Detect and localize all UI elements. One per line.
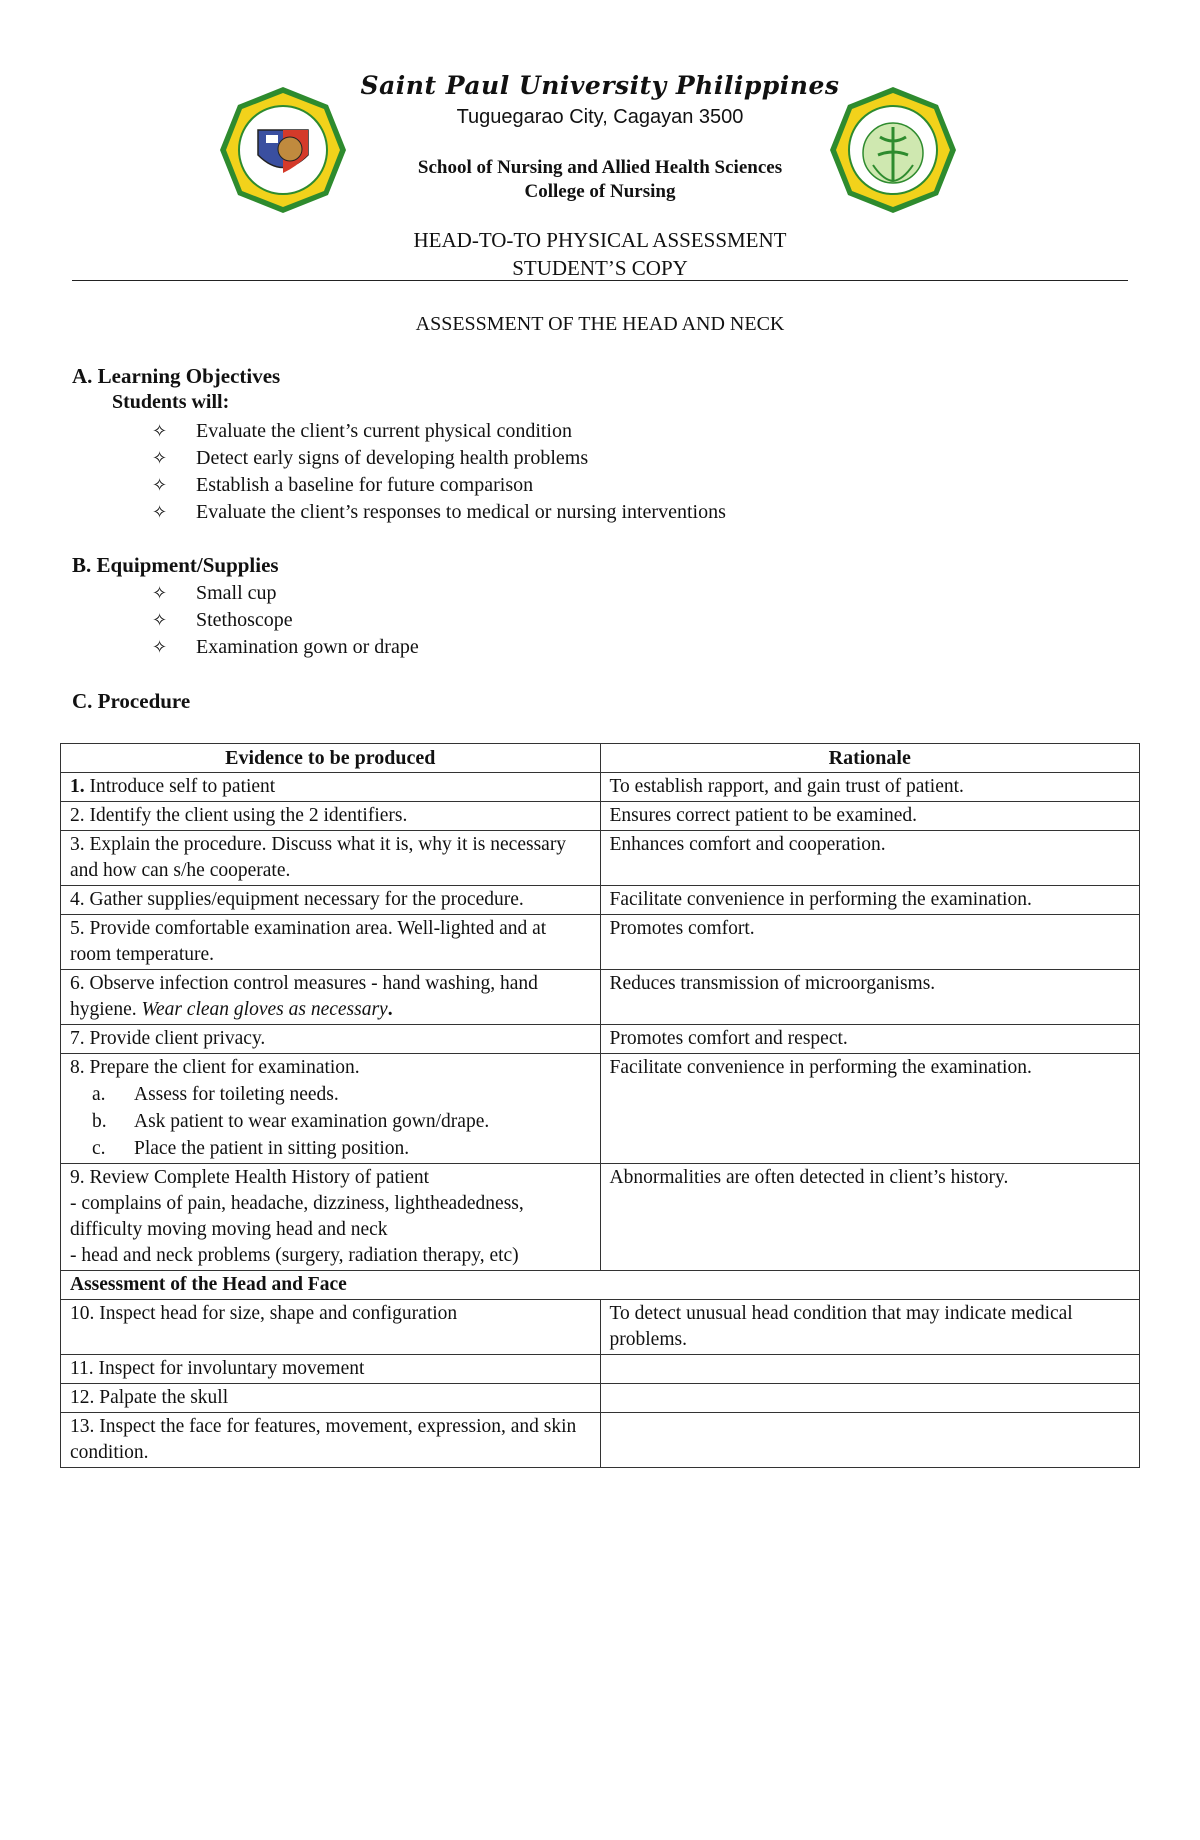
university-address: Tuguegarao City, Cagayan 3500	[456, 106, 744, 128]
rationale-cell: Promotes comfort.	[600, 915, 1140, 970]
evidence-cell: 5. Provide comfortable examination area. Well-lighted and at room temperature.	[61, 915, 601, 970]
rationale-cell: To establish rapport, and gain trust of patient.	[600, 773, 1140, 802]
table-row	[61, 1164, 1140, 1271]
objectives-subheading: Students will:	[112, 391, 230, 413]
evidence-cell: 4. Gather supplies/equipment necessary for the procedure.	[61, 886, 601, 915]
rationale-cell	[600, 1355, 1140, 1384]
star-bullet-icon: ✧	[152, 421, 168, 442]
document-title: HEAD-TO-TO PHYSICAL ASSESSMENT	[413, 228, 787, 252]
rationale-cell	[600, 1384, 1140, 1413]
college-name: College of Nursing	[524, 181, 676, 202]
evidence-cell: 6. Observe infection control measures - hand washing, hand hygiene. Wear clean gloves as necessary.	[61, 970, 601, 1025]
table-row	[61, 1025, 1140, 1054]
procedure-heading: C. Procedure	[72, 689, 191, 713]
table-row	[61, 915, 1140, 970]
rationale-cell: To detect unusual head condition that may indicate medical problems.	[600, 1300, 1140, 1355]
column-header-rationale: Rationale	[600, 744, 1140, 773]
list-item: b. Ask patient to wear examination gown/drape.	[92, 1111, 490, 1132]
table-row	[61, 773, 1140, 802]
objectives-heading: A. Learning Objectives	[72, 364, 281, 388]
evidence-cell: 9. Review Complete Health History of patient - complains of pain, headache, dizziness, lightheadedness, difficulty moving moving head and neck - head and neck problems (surgery, radiation therapy, etc)	[61, 1164, 601, 1271]
rationale-cell: Abnormalities are often detected in client’s history.	[600, 1164, 1140, 1271]
list-item: ✧ Detect early signs of developing health problems	[152, 445, 726, 472]
table-row	[61, 1413, 1140, 1468]
table-row	[61, 1384, 1140, 1413]
star-bullet-icon: ✧	[152, 610, 168, 631]
equipment-list	[152, 580, 419, 661]
evidence-cell: 13. Inspect the face for features, movement, expression, and skin condition.	[61, 1413, 601, 1468]
rationale-cell: Promotes comfort and respect.	[600, 1025, 1140, 1054]
table-row	[61, 1300, 1140, 1355]
section-title: ASSESSMENT OF THE HEAD AND NECK	[415, 313, 785, 335]
equipment-heading: B. Equipment/Supplies	[72, 553, 279, 577]
objectives-list	[152, 418, 726, 526]
evidence-cell: 10. Inspect head for size, shape and configuration	[61, 1300, 601, 1355]
evidence-cell: 8. Prepare the client for examination. a. Assess for toileting needs. b. Ask patient to wear examination gown/drape. c. Place the patient in sitting position.	[61, 1054, 601, 1164]
list-item: ✧ Stethoscope	[152, 607, 419, 634]
evidence-cell: 12. Palpate the skull	[61, 1384, 601, 1413]
column-header-evidence: Evidence to be produced	[61, 744, 601, 773]
table-row	[61, 886, 1140, 915]
table-row	[61, 1355, 1140, 1384]
list-item: ✧ Evaluate the client’s current physical condition	[152, 418, 726, 445]
school-name: School of Nursing and Allied Health Sciences	[417, 157, 783, 178]
rationale-cell: Ensures correct patient to be examined.	[600, 802, 1140, 831]
evidence-cell: 1. Introduce self to patient	[61, 773, 601, 802]
list-item: ✧ Establish a baseline for future comparison	[152, 472, 726, 499]
table-subheader-row	[61, 1271, 1140, 1300]
university-name: Saint Paul University Philippines	[360, 71, 840, 100]
list-item: ✧ Evaluate the client’s responses to medical or nursing interventions	[152, 499, 726, 526]
rationale-cell	[600, 1413, 1140, 1468]
rationale-cell: Enhances comfort and cooperation.	[600, 831, 1140, 886]
list-item: a. Assess for toileting needs.	[92, 1084, 339, 1105]
table-header-row	[61, 744, 1140, 773]
evidence-cell: 2. Identify the client using the 2 identifiers.	[61, 802, 601, 831]
sub-steps-list	[70, 1081, 591, 1162]
star-bullet-icon: ✧	[152, 502, 168, 523]
header-divider	[72, 280, 1128, 281]
star-bullet-icon: ✧	[152, 637, 168, 658]
rationale-cell: Reduces transmission of microorganisms.	[600, 970, 1140, 1025]
evidence-cell: 3. Explain the procedure. Discuss what it is, why it is necessary and how can s/he cooperate.	[61, 831, 601, 886]
table-row	[61, 970, 1140, 1025]
star-bullet-icon: ✧	[152, 583, 168, 604]
evidence-cell: 7. Provide client privacy.	[61, 1025, 601, 1054]
list-item: ✧ Small cup	[152, 580, 419, 607]
evidence-cell: 11. Inspect for involuntary movement	[61, 1355, 601, 1384]
rationale-cell: Facilitate convenience in performing the examination.	[600, 1054, 1140, 1164]
list-item: c. Place the patient in sitting position.	[92, 1138, 410, 1159]
rationale-cell: Facilitate convenience in performing the examination.	[600, 886, 1140, 915]
star-bullet-icon: ✧	[152, 475, 168, 496]
list-item: ✧ Examination gown or drape	[152, 634, 419, 661]
table-row	[61, 1054, 1140, 1164]
star-bullet-icon: ✧	[152, 448, 168, 469]
table-row	[61, 802, 1140, 831]
document-subtitle: STUDENT’S COPY	[512, 256, 688, 280]
procedure-table	[60, 743, 1140, 1468]
table-row	[61, 831, 1140, 886]
subheader-cell: Assessment of the Head and Face	[61, 1271, 1140, 1300]
